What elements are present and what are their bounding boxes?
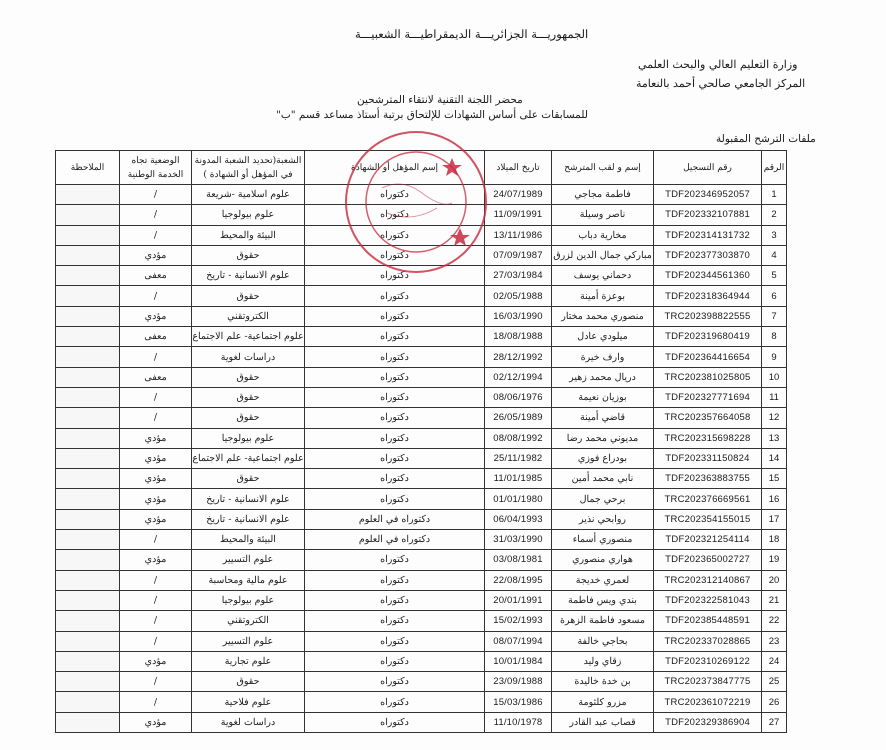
- candidate-name: بوزيان نعيمة: [552, 387, 654, 407]
- row-number: 2: [762, 205, 787, 225]
- candidate-name: مباركي جمال الدين لزرق: [552, 245, 654, 265]
- notes: [56, 387, 120, 407]
- birth-date: 24/07/1989: [485, 185, 552, 205]
- candidate-name: روابحي نذير: [552, 509, 654, 529]
- candidate-name: مسعود فاطمة الزهرة: [552, 611, 654, 631]
- qualification: دكتوراه في العلوم: [305, 509, 485, 529]
- notes: [56, 408, 120, 428]
- specialty: علوم بيولوجيا: [192, 205, 305, 225]
- specialty: علوم الانسانية - تاريخ: [192, 266, 305, 286]
- birth-date: 11/01/1985: [485, 469, 552, 489]
- birth-date: 15/02/1993: [485, 611, 552, 631]
- birth-date: 31/03/1990: [485, 530, 552, 550]
- candidate-name: بندي ويس فاطمة: [552, 590, 654, 610]
- candidate-name: بوعزة أمينة: [552, 286, 654, 306]
- qualification: دكتوراه: [305, 712, 485, 732]
- national-service-status: مؤدي: [120, 306, 192, 326]
- birth-date: 08/06/1976: [485, 387, 552, 407]
- candidates-table: [55, 150, 787, 733]
- birth-date: 28/12/1992: [485, 347, 552, 367]
- national-service-status: /: [120, 590, 192, 610]
- registration-number: TDF202310269122: [654, 651, 762, 671]
- notes: [56, 611, 120, 631]
- notes: [56, 590, 120, 610]
- row-number: 20: [762, 570, 787, 590]
- row-number: 5: [762, 266, 787, 286]
- qualification: دكتوراه: [305, 225, 485, 245]
- specialty: دراسات لغوية: [192, 712, 305, 732]
- table-row: [56, 692, 787, 712]
- notes: [56, 530, 120, 550]
- specialty: علوم التسيير: [192, 631, 305, 651]
- notes: [56, 306, 120, 326]
- candidate-name: مديوني محمد رضا: [552, 428, 654, 448]
- qualification: دكتوراه: [305, 651, 485, 671]
- specialty: علوم بيولوجيا: [192, 590, 305, 610]
- national-service-status: مؤدي: [120, 448, 192, 468]
- candidate-name: قاضي أمينة: [552, 408, 654, 428]
- national-service-status: معفى: [120, 367, 192, 387]
- row-number: 24: [762, 651, 787, 671]
- row-number: 21: [762, 590, 787, 610]
- birth-date: 25/11/1982: [485, 448, 552, 468]
- qualification: دكتوراه: [305, 266, 485, 286]
- qualification: دكتوراه: [305, 205, 485, 225]
- table-row: [56, 530, 787, 550]
- university-center-name: المركز الجامعي صالحي أحمد بالنعامة: [636, 77, 806, 90]
- national-service-status: /: [120, 286, 192, 306]
- registration-number: TDF202322581043: [654, 590, 762, 610]
- registration-number: TDF202363883755: [654, 469, 762, 489]
- birth-date: 10/01/1984: [485, 651, 552, 671]
- specialty: حقوق: [192, 469, 305, 489]
- national-service-status: مؤدي: [120, 651, 192, 671]
- specialty: علوم اجتماعية- علم الاجتماع: [192, 448, 305, 468]
- notes: [56, 550, 120, 570]
- col-header-qualification: إسم المؤهل أو الشهادة: [305, 151, 485, 185]
- candidate-name: ناصر وسيلة: [552, 205, 654, 225]
- table-row: [56, 266, 787, 286]
- specialty: البيئة والمحيط: [192, 225, 305, 245]
- qualification: دكتوراه: [305, 327, 485, 347]
- notes: [56, 245, 120, 265]
- table-row: [56, 408, 787, 428]
- birth-date: 13/11/1986: [485, 225, 552, 245]
- candidate-name: منصوري محمد مختار: [552, 306, 654, 326]
- notes: [56, 327, 120, 347]
- notes: [56, 347, 120, 367]
- qualification: دكتوراه: [305, 185, 485, 205]
- row-number: 4: [762, 245, 787, 265]
- table-row: [56, 327, 787, 347]
- candidate-name: فاطمة مجاجي: [552, 185, 654, 205]
- table-row: [56, 509, 787, 529]
- candidate-name: بودراع فوزي: [552, 448, 654, 468]
- table-row: [56, 469, 787, 489]
- specialty: حقوق: [192, 672, 305, 692]
- row-number: 16: [762, 489, 787, 509]
- table-row: [56, 570, 787, 590]
- registration-number: TRC202312140867: [654, 570, 762, 590]
- table-row: [56, 428, 787, 448]
- row-number: 9: [762, 347, 787, 367]
- table-row: [56, 205, 787, 225]
- specialty: الكتروتقني: [192, 611, 305, 631]
- birth-date: 08/07/1994: [485, 631, 552, 651]
- national-service-status: /: [120, 570, 192, 590]
- qualification: دكتوراه: [305, 631, 485, 651]
- table-row: [56, 387, 787, 407]
- notes: [56, 266, 120, 286]
- registration-number: TDF202318364944: [654, 286, 762, 306]
- specialty: علوم تجارية: [192, 651, 305, 671]
- notes: [56, 489, 120, 509]
- row-number: 22: [762, 611, 787, 631]
- national-service-status: مؤدي: [120, 712, 192, 732]
- national-service-status: /: [120, 611, 192, 631]
- qualification: دكتوراه: [305, 428, 485, 448]
- notes: [56, 448, 120, 468]
- registration-number: TDF202346952057: [654, 185, 762, 205]
- candidate-name: قصاب عبد القادر: [552, 712, 654, 732]
- specialty: علوم الانسانية - تاريخ: [192, 489, 305, 509]
- notes: [56, 286, 120, 306]
- specialty: حقوق: [192, 367, 305, 387]
- national-service-status: /: [120, 631, 192, 651]
- col-header-number: الرقم: [762, 151, 787, 185]
- table-row: [56, 225, 787, 245]
- notes: [56, 428, 120, 448]
- national-service-status: مؤدي: [120, 469, 192, 489]
- table-row: [56, 631, 787, 651]
- qualification: دكتوراه: [305, 672, 485, 692]
- registration-number: TRC202373847775: [654, 672, 762, 692]
- national-service-status: /: [120, 530, 192, 550]
- specialty: دراسات لغوية: [192, 347, 305, 367]
- birth-date: 18/08/1988: [485, 327, 552, 347]
- registration-number: TDF202331150824: [654, 448, 762, 468]
- registration-number: TRC202337028865: [654, 631, 762, 651]
- qualification: دكتوراه: [305, 387, 485, 407]
- table-row: [56, 286, 787, 306]
- qualification: دكتوراه: [305, 367, 485, 387]
- birth-date: 23/09/1988: [485, 672, 552, 692]
- candidate-name: بحاجي خالفة: [552, 631, 654, 651]
- birth-date: 27/03/1984: [485, 266, 552, 286]
- birth-date: 11/10/1978: [485, 712, 552, 732]
- table-row: [56, 712, 787, 732]
- row-number: 13: [762, 428, 787, 448]
- registration-number: TRC202354155015: [654, 509, 762, 529]
- qualification: دكتوراه في العلوم: [305, 530, 485, 550]
- col-header-national-service: الوضعية تجاه الخدمة الوطنية: [120, 151, 192, 185]
- qualification: دكتوراه: [305, 489, 485, 509]
- row-number: 27: [762, 712, 787, 732]
- specialty: علوم مالية ومحاسبة: [192, 570, 305, 590]
- notes: [56, 631, 120, 651]
- birth-date: 08/08/1992: [485, 428, 552, 448]
- specialty: علوم اجتماعية- علم الاجتماع: [192, 327, 305, 347]
- document-title: محضر اللجنة التقنية لانتقاء المترشحين: [357, 94, 523, 106]
- notes: [56, 185, 120, 205]
- row-number: 25: [762, 672, 787, 692]
- national-service-status: /: [120, 672, 192, 692]
- republic-header: الجمهوريـــة الجزائريـــة الديمقراطيـــة الشعبيـــة: [355, 27, 589, 41]
- registration-number: TRC202315698228: [654, 428, 762, 448]
- registration-number: TRC202357664058: [654, 408, 762, 428]
- candidate-name: مزرو كلثومة: [552, 692, 654, 712]
- qualification: دكتوراه: [305, 245, 485, 265]
- qualification: دكتوراه: [305, 408, 485, 428]
- row-number: 1: [762, 185, 787, 205]
- candidate-name: دريال محمد زهير: [552, 367, 654, 387]
- row-number: 26: [762, 692, 787, 712]
- col-header-birth-date: تاريخ الميلاد: [485, 151, 552, 185]
- notes: [56, 469, 120, 489]
- table-row: [56, 651, 787, 671]
- birth-date: 07/09/1987: [485, 245, 552, 265]
- section-label-accepted-files: ملفات الترشح المقبولة: [716, 133, 816, 145]
- specialty: الكتروتقني: [192, 306, 305, 326]
- qualification: دكتوراه: [305, 306, 485, 326]
- national-service-status: /: [120, 205, 192, 225]
- notes: [56, 225, 120, 245]
- national-service-status: /: [120, 387, 192, 407]
- registration-number: TRC202361072219: [654, 692, 762, 712]
- specialty: علوم التسيير: [192, 550, 305, 570]
- specialty: حقوق: [192, 387, 305, 407]
- specialty: علوم الانسانية - تاريخ: [192, 509, 305, 529]
- qualification: دكتوراه: [305, 550, 485, 570]
- national-service-status: مؤدي: [120, 245, 192, 265]
- birth-date: 26/05/1989: [485, 408, 552, 428]
- birth-date: 22/08/1995: [485, 570, 552, 590]
- national-service-status: مؤدي: [120, 550, 192, 570]
- document-subtitle: للمسابقات على أساس الشهادات للإلتحاق برتبة أستاذ مساعد قسم "ب": [276, 109, 588, 121]
- specialty: علوم اسلامية -شريعة: [192, 185, 305, 205]
- table-row: [56, 672, 787, 692]
- specialty: البيئة والمحيط: [192, 530, 305, 550]
- qualification: دكتوراه: [305, 590, 485, 610]
- qualification: دكتوراه: [305, 286, 485, 306]
- registration-number: TDF202329386904: [654, 712, 762, 732]
- row-number: 7: [762, 306, 787, 326]
- candidate-name: منصوري أسماء: [552, 530, 654, 550]
- registration-number: TDF202377303870: [654, 245, 762, 265]
- row-number: 10: [762, 367, 787, 387]
- registration-number: TDF202321254114: [654, 530, 762, 550]
- table-row: [56, 550, 787, 570]
- candidate-name: هواري منصوري: [552, 550, 654, 570]
- notes: [56, 672, 120, 692]
- notes: [56, 712, 120, 732]
- table-row: [56, 367, 787, 387]
- registration-number: TRC202398822555: [654, 306, 762, 326]
- row-number: 14: [762, 448, 787, 468]
- candidate-name: مخارية دباب: [552, 225, 654, 245]
- candidate-name: لعمري خديجة: [552, 570, 654, 590]
- table-row: [56, 590, 787, 610]
- birth-date: 02/12/1994: [485, 367, 552, 387]
- qualification: دكتوراه: [305, 692, 485, 712]
- table-row: [56, 448, 787, 468]
- national-service-status: معفى: [120, 266, 192, 286]
- candidate-name: وارف خيرة: [552, 347, 654, 367]
- national-service-status: مؤدي: [120, 509, 192, 529]
- row-number: 12: [762, 408, 787, 428]
- row-number: 18: [762, 530, 787, 550]
- candidate-name: نابي محمد أمين: [552, 469, 654, 489]
- candidate-name: زقاي وليد: [552, 651, 654, 671]
- candidate-name: بن خدة خاليدة: [552, 672, 654, 692]
- col-header-notes: الملاحظة: [56, 151, 120, 185]
- birth-date: 20/01/1991: [485, 590, 552, 610]
- qualification: دكتوراه: [305, 448, 485, 468]
- candidate-name: ميلودي عادل: [552, 327, 654, 347]
- ministry-name: وزارة التعليم العالي والبحث العلمي: [638, 58, 798, 71]
- birth-date: 16/03/1990: [485, 306, 552, 326]
- national-service-status: مؤدي: [120, 428, 192, 448]
- candidate-name: برحي جمال: [552, 489, 654, 509]
- national-service-status: /: [120, 185, 192, 205]
- specialty: حقوق: [192, 408, 305, 428]
- table-row: [56, 185, 787, 205]
- notes: [56, 509, 120, 529]
- registration-number: TDF202385448591: [654, 611, 762, 631]
- specialty: حقوق: [192, 245, 305, 265]
- notes: [56, 651, 120, 671]
- birth-date: 03/08/1981: [485, 550, 552, 570]
- notes: [56, 205, 120, 225]
- table-row: [56, 347, 787, 367]
- specialty: حقوق: [192, 286, 305, 306]
- national-service-status: /: [120, 347, 192, 367]
- col-header-candidate-name: إسم و لقب المترشح: [552, 151, 654, 185]
- registration-number: TDF202314131732: [654, 225, 762, 245]
- notes: [56, 570, 120, 590]
- national-service-status: /: [120, 408, 192, 428]
- registration-number: TDF202344561360: [654, 266, 762, 286]
- national-service-status: معفى: [120, 327, 192, 347]
- national-service-status: /: [120, 692, 192, 712]
- col-header-registration: رقم التسجيل: [654, 151, 762, 185]
- candidate-name: دحماني يوسف: [552, 266, 654, 286]
- row-number: 3: [762, 225, 787, 245]
- national-service-status: /: [120, 225, 192, 245]
- row-number: 23: [762, 631, 787, 651]
- registration-number: TDF202332107881: [654, 205, 762, 225]
- qualification: دكتوراه: [305, 469, 485, 489]
- birth-date: 01/01/1980: [485, 489, 552, 509]
- row-number: 15: [762, 469, 787, 489]
- specialty: علوم بيولوجيا: [192, 428, 305, 448]
- birth-date: 06/04/1993: [485, 509, 552, 529]
- registration-number: TDF202364416654: [654, 347, 762, 367]
- registration-number: TDF202365002727: [654, 550, 762, 570]
- table-row: [56, 306, 787, 326]
- table-row: [56, 489, 787, 509]
- registration-number: TRC202381025805: [654, 367, 762, 387]
- registration-number: TDF202319680419: [654, 327, 762, 347]
- row-number: 17: [762, 509, 787, 529]
- table-row: [56, 245, 787, 265]
- col-header-specialty: الشعبة(تحديد الشعبة المدونة في المؤهل أو الشهادة ): [192, 151, 305, 185]
- registration-number: TDF202327771694: [654, 387, 762, 407]
- row-number: 11: [762, 387, 787, 407]
- notes: [56, 367, 120, 387]
- qualification: دكتوراه: [305, 611, 485, 631]
- birth-date: 02/05/1988: [485, 286, 552, 306]
- qualification: دكتوراه: [305, 347, 485, 367]
- birth-date: 15/03/1986: [485, 692, 552, 712]
- registration-number: TRC202376669561: [654, 489, 762, 509]
- notes: [56, 692, 120, 712]
- table-row: [56, 611, 787, 631]
- row-number: 8: [762, 327, 787, 347]
- specialty: علوم فلاحية: [192, 692, 305, 712]
- row-number: 19: [762, 550, 787, 570]
- row-number: 6: [762, 286, 787, 306]
- qualification: دكتوراه: [305, 570, 485, 590]
- national-service-status: مؤدي: [120, 489, 192, 509]
- birth-date: 11/09/1991: [485, 205, 552, 225]
- table-header-row: [56, 151, 787, 185]
